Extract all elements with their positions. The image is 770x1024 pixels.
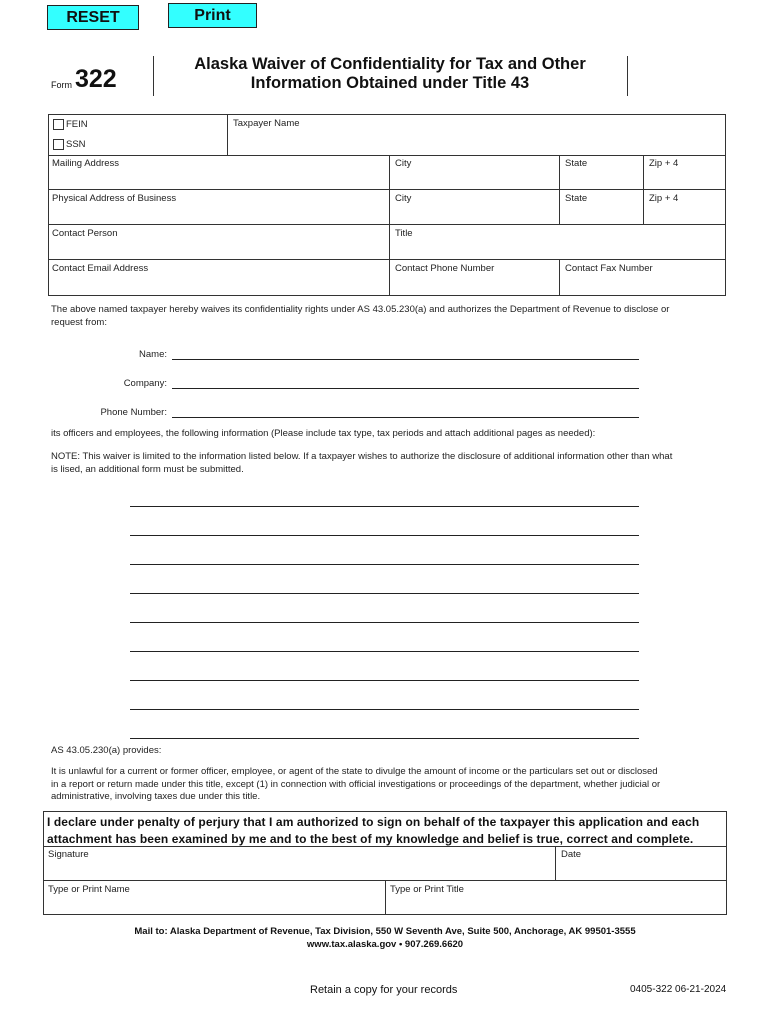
waiver-note bbox=[51, 451, 672, 476]
print-title-field[interactable] bbox=[387, 897, 725, 914]
contact-phone-label: Contact Phone Number bbox=[395, 263, 495, 274]
declaration-line-1: I declare under penalty of perjury that I am authorized to sign on behalf of the taxpayer this application and each bbox=[47, 815, 700, 829]
reset-button[interactable]: RESET bbox=[47, 5, 139, 30]
print-name-field[interactable] bbox=[44, 897, 384, 914]
information-line[interactable] bbox=[130, 622, 639, 623]
information-line[interactable] bbox=[130, 535, 639, 536]
grid-divider bbox=[48, 155, 228, 156]
city-label-2: City bbox=[395, 193, 412, 204]
fein-checkbox[interactable] bbox=[53, 119, 64, 130]
waiver-note-line-1: NOTE: This waiver is limited to the information listed below. If a taxpayer wishes to authorize the disclosure of additional information other than what bbox=[51, 451, 673, 462]
grid-divider bbox=[643, 155, 644, 224]
contact-email-label: Contact Email Address bbox=[52, 263, 149, 274]
web-phone: www.tax.alaska.gov • 907.269.6620 bbox=[306, 938, 464, 950]
city-label: City bbox=[395, 158, 412, 169]
declaration-divider bbox=[555, 846, 556, 880]
zip-label-2: Zip + 4 bbox=[649, 193, 679, 204]
information-line[interactable] bbox=[130, 709, 639, 710]
title-label: Title bbox=[395, 228, 413, 239]
recipient-company-field[interactable] bbox=[172, 388, 639, 389]
print-name-label: Type or Print Name bbox=[48, 884, 130, 895]
perjury-declaration bbox=[47, 814, 699, 848]
information-line[interactable] bbox=[130, 506, 639, 507]
statute-heading: AS 43.05.230(a) provides: bbox=[51, 745, 162, 756]
mailing-info bbox=[0, 926, 770, 951]
statute-line-2: in a report or return made under this title, except (1) in connection with official investigations or proceedings of the department, whether judicial or bbox=[51, 778, 661, 790]
form-prefix: Form bbox=[51, 80, 72, 90]
header-divider-left bbox=[153, 56, 154, 96]
waiver-intro-line-2: request from: bbox=[51, 316, 107, 328]
date-field[interactable] bbox=[557, 862, 725, 879]
print-button[interactable]: Print bbox=[168, 3, 257, 28]
signature-field[interactable] bbox=[44, 862, 554, 879]
retain-copy-text: Retain a copy for your records bbox=[310, 984, 458, 996]
declaration-line-2: attachment has been examined by me and to the best of my knowledge and belief is true, correct and complete. bbox=[47, 832, 694, 846]
date-label: Date bbox=[561, 849, 582, 860]
grid-divider bbox=[389, 155, 390, 296]
recipient-name-label: Name: bbox=[139, 349, 167, 360]
grid-divider bbox=[48, 189, 726, 190]
physical-address-label: Physical Address of Business bbox=[52, 193, 177, 204]
signature-label: Signature bbox=[48, 849, 89, 860]
waiver-intro bbox=[51, 304, 669, 329]
form-code: 0405-322 06-21-2024 bbox=[630, 984, 727, 995]
form-number: 322 bbox=[75, 65, 117, 93]
waiver-intro-line-1: The above named taxpayer hereby waives its confidentiality rights under AS 43.05.230(a) and authorizes the Department of Revenue to disclose or bbox=[51, 304, 670, 315]
contact-person-label: Contact Person bbox=[52, 228, 118, 239]
taxpayer-name-label: Taxpayer Name bbox=[233, 118, 300, 129]
information-line[interactable] bbox=[130, 651, 639, 652]
grid-divider bbox=[48, 224, 726, 225]
page-title bbox=[160, 55, 620, 93]
recipient-name-field[interactable] bbox=[172, 359, 639, 360]
recipient-phone-label: Phone Number: bbox=[100, 407, 167, 418]
state-label: State bbox=[565, 158, 588, 169]
declaration-divider bbox=[385, 880, 386, 915]
grid-divider bbox=[559, 155, 560, 224]
waiver-note-line-2: is lised, an additional form must be submitted. bbox=[51, 463, 244, 475]
information-line[interactable] bbox=[130, 738, 639, 739]
information-line[interactable] bbox=[130, 564, 639, 565]
title-line-1: Alaska Waiver of Confidentiality for Tax and Other bbox=[194, 55, 586, 73]
ssn-checkbox[interactable] bbox=[53, 139, 64, 150]
header-divider-right bbox=[627, 56, 628, 96]
declaration-divider bbox=[43, 846, 727, 847]
information-line[interactable] bbox=[130, 593, 639, 594]
fein-label: FEIN bbox=[66, 119, 88, 130]
grid-divider bbox=[48, 259, 726, 260]
title-line-2: Information Obtained under Title 43 bbox=[250, 74, 530, 92]
grid-divider bbox=[559, 259, 560, 296]
recipient-phone-field[interactable] bbox=[172, 417, 639, 418]
print-title-label: Type or Print Title bbox=[390, 884, 464, 895]
contact-fax-label: Contact Fax Number bbox=[565, 263, 653, 274]
officers-text: its officers and employees, the following information (Please include tax type, tax periods and attach additional pages as needed): bbox=[51, 428, 596, 439]
ssn-label: SSN bbox=[66, 139, 86, 150]
statute-line-1: It is unlawful for a current or former officer, employee, or agent of the state to divulge the amount of income or the particulars set out or disclosed bbox=[51, 766, 658, 777]
zip-label: Zip + 4 bbox=[649, 158, 679, 169]
statute-text bbox=[51, 766, 660, 804]
mailing-address-label: Mailing Address bbox=[52, 158, 120, 169]
recipient-company-label: Company: bbox=[123, 378, 167, 389]
mail-to-address: Mail to: Alaska Department of Revenue, Tax Division, 550 W Seventh Ave, Suite 500, Anchorage, AK 99501-3555 bbox=[134, 926, 636, 937]
grid-divider bbox=[227, 114, 228, 155]
information-line[interactable] bbox=[130, 680, 639, 681]
grid-divider bbox=[227, 155, 726, 156]
statute-line-3: administrative, involving taxes due under this title. bbox=[51, 791, 261, 802]
state-label-2: State bbox=[565, 193, 588, 204]
